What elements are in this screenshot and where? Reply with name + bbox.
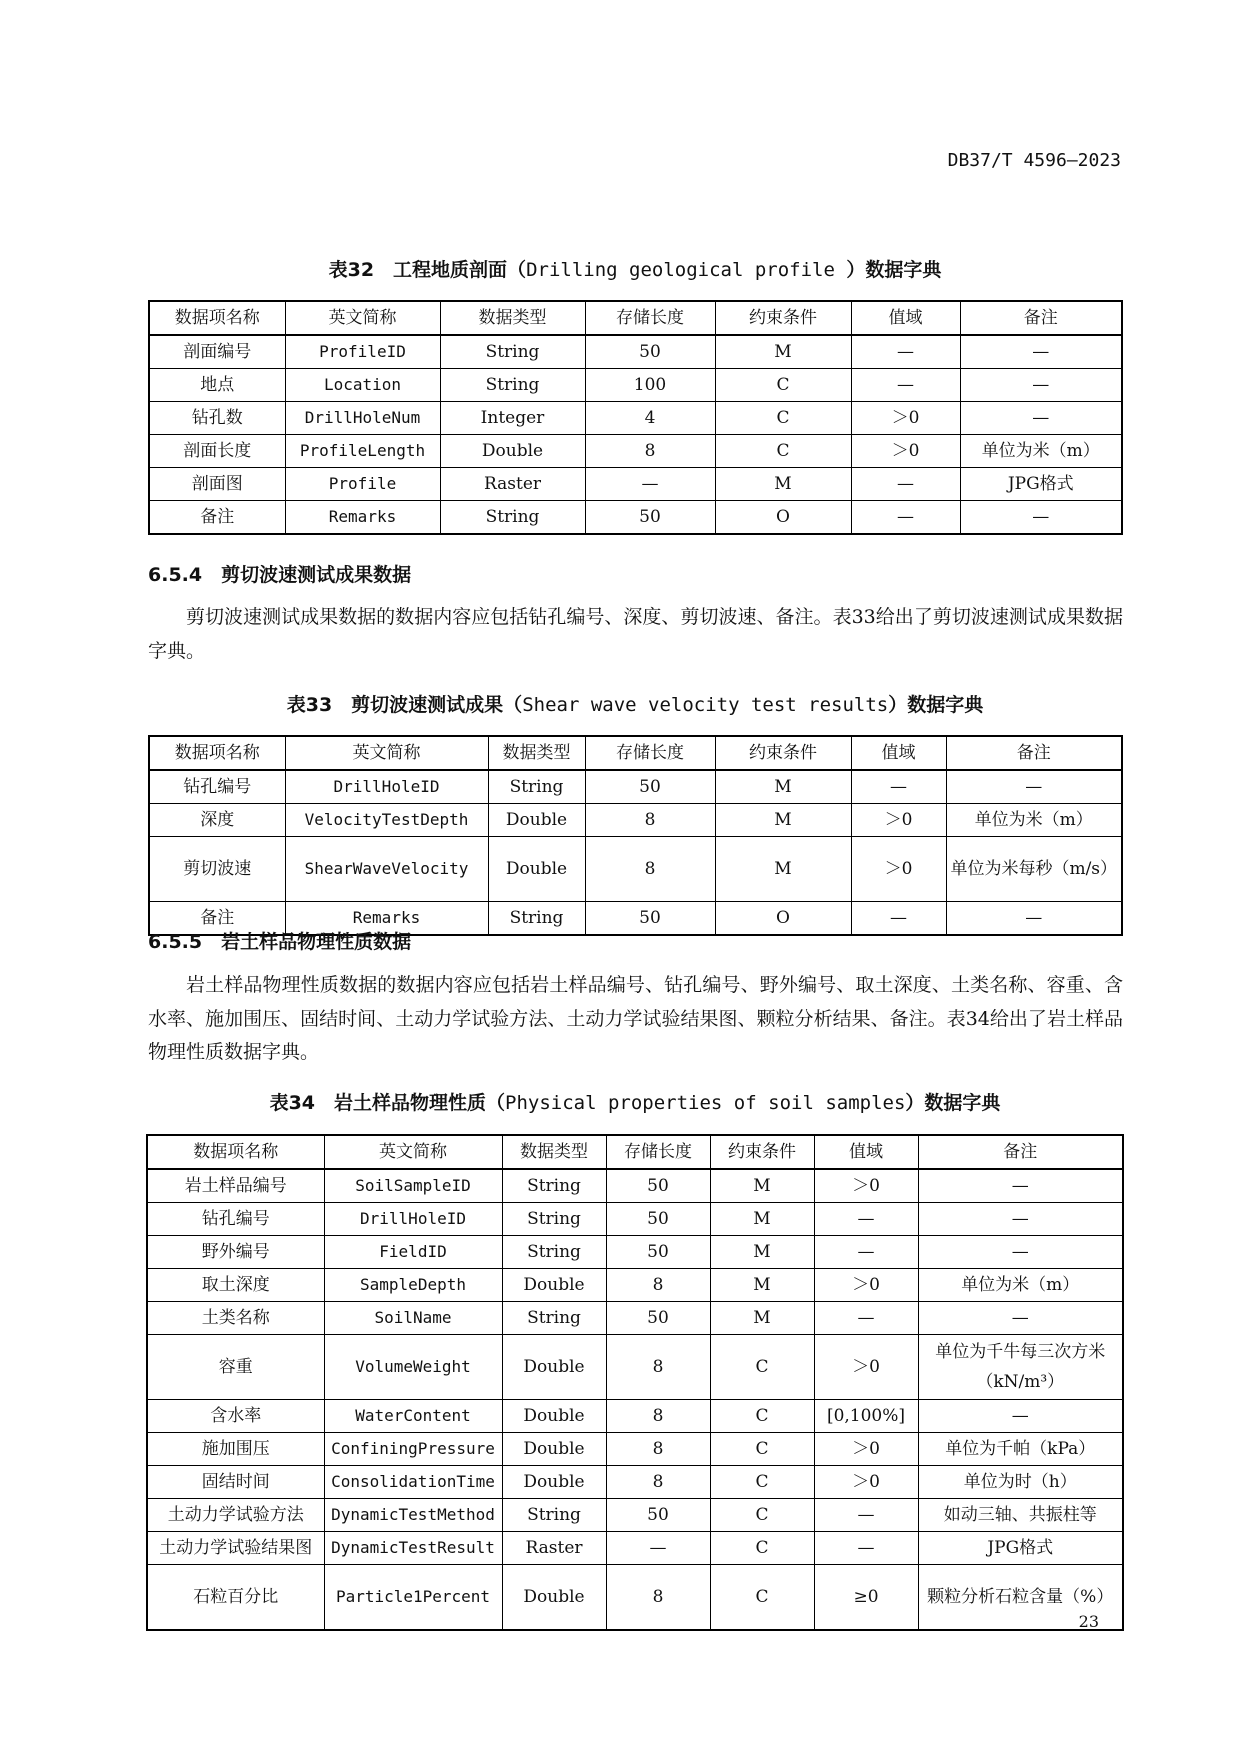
table-cell: 50 [606,1236,710,1269]
column-header: 约束条件 [715,301,851,335]
table-cell: 剖面编号 [149,335,285,369]
table-cell: — [851,902,946,936]
table-cell: Double [502,1565,606,1631]
column-header: 数据项名称 [149,736,285,770]
table-header-row [147,1135,1123,1169]
table-row [149,837,1122,902]
table-cell: JPG格式 [918,1532,1123,1565]
table32 [148,300,1123,535]
table-cell: 50 [585,335,715,369]
table-cell: ＞0 [814,1335,918,1400]
table-cell: ＞0 [851,435,960,468]
table-cell: — [814,1302,918,1335]
table-cell: 单位为米（m） [946,804,1122,837]
caption-cn: 表33 剪切波速测试成果（ [286,694,523,716]
table-cell: — [585,468,715,501]
column-header: 数据类型 [440,301,585,335]
column-header: 备注 [918,1135,1123,1169]
column-header: 存储长度 [606,1135,710,1169]
table-cell: 含水率 [147,1400,324,1433]
table-cell: 单位为时（h） [918,1466,1123,1499]
table-cell: — [851,468,960,501]
table-cell: 50 [606,1499,710,1532]
table-cell: 单位为米（m） [918,1269,1123,1302]
table-cell: M [710,1302,814,1335]
table-row [149,435,1122,468]
table-header-row [149,736,1122,770]
caption-end: ）数据字典 [905,1092,1001,1114]
table-cell: String [488,902,585,936]
table-cell: 剖面长度 [149,435,285,468]
table-cell: 8 [585,435,715,468]
section-6-5-4-heading: 6.5.4 剪切波速测试成果数据 [148,564,412,586]
table-row [147,1499,1123,1532]
table-cell: ＞0 [851,837,946,902]
column-header: 约束条件 [710,1135,814,1169]
column-header: 约束条件 [715,736,851,770]
table-cell: String [440,369,585,402]
table-cell: 8 [606,1400,710,1433]
table-cell: — [851,369,960,402]
table-cell: — [918,1203,1123,1236]
table-cell: Remarks [285,902,488,936]
table-cell: SoilSampleID [324,1169,502,1203]
table-cell: C [710,1335,814,1400]
table-cell: — [851,501,960,535]
table32-caption [0,255,1241,282]
table-cell: DrillHoleNum [285,402,440,435]
table-cell: Double [488,804,585,837]
table-cell: Particle1Percent [324,1565,502,1631]
caption-cn: 表34 岩土样品物理性质（ [269,1092,506,1114]
table-cell: Profile [285,468,440,501]
table-cell: 地点 [149,369,285,402]
column-header: 英文简称 [285,736,488,770]
table-cell: — [851,770,946,804]
column-header: 存储长度 [585,736,715,770]
table-cell: 岩土样品编号 [147,1169,324,1203]
table34-caption [0,1088,1241,1115]
table-cell: — [918,1169,1123,1203]
table-cell: 备注 [149,501,285,535]
caption-end: ）数据字典 [846,259,942,281]
table-cell: C [715,369,851,402]
table-cell: M [710,1236,814,1269]
table-cell: 4 [585,402,715,435]
table-cell: — [960,402,1122,435]
table-cell: — [960,369,1122,402]
table-cell: 8 [606,1565,710,1631]
table-cell: 单位为米（m） [960,435,1122,468]
table-cell: 剖面图 [149,468,285,501]
column-header: 英文简称 [285,301,440,335]
table-cell: 8 [585,837,715,902]
table-cell: 施加围压 [147,1433,324,1466]
table-cell: 土动力学试验方法 [147,1499,324,1532]
table-cell: 固结时间 [147,1466,324,1499]
table-cell: C [715,435,851,468]
table-row [147,1400,1123,1433]
table-cell: M [715,837,851,902]
table-cell: ShearWaveVelocity [285,837,488,902]
column-header: 备注 [960,301,1122,335]
table-cell: 50 [585,501,715,535]
column-header: 备注 [946,736,1122,770]
table-cell: C [710,1466,814,1499]
caption-en: Drilling geological profile [526,259,847,281]
table-cell: C [710,1565,814,1631]
table-cell: Double [502,1466,606,1499]
table-cell: 深度 [149,804,285,837]
table-cell: 8 [606,1433,710,1466]
column-header: 值域 [851,736,946,770]
table-cell: C [710,1400,814,1433]
caption-end: ）数据字典 [888,694,984,716]
column-header: 数据类型 [502,1135,606,1169]
table-cell: VolumeWeight [324,1335,502,1400]
table-cell: M [710,1203,814,1236]
column-header: 数据项名称 [147,1135,324,1169]
table-cell: ＞0 [851,402,960,435]
table-cell: String [502,1169,606,1203]
table-cell: C [715,402,851,435]
table-cell: ＞0 [814,1433,918,1466]
table-cell: — [960,335,1122,369]
table-row [147,1532,1123,1565]
column-header: 存储长度 [585,301,715,335]
table-row [149,770,1122,804]
table-cell: ConfiningPressure [324,1433,502,1466]
table-cell: 50 [606,1203,710,1236]
table-cell: ＞0 [814,1169,918,1203]
table-row [149,402,1122,435]
document-code: DB37/T 4596—2023 [947,150,1121,171]
table-cell: — [814,1532,918,1565]
column-header: 值域 [814,1135,918,1169]
table-cell: DrillHoleID [285,770,488,804]
table-cell: O [715,902,851,936]
table-cell: 钻孔数 [149,402,285,435]
caption-cn: 表32 工程地质剖面（ [328,259,527,281]
table-cell: — [814,1203,918,1236]
table-cell: M [715,468,851,501]
table-cell: DrillHoleID [324,1203,502,1236]
table-cell: SoilName [324,1302,502,1335]
table-row [147,1466,1123,1499]
table-cell: Remarks [285,501,440,535]
table-cell: 8 [606,1269,710,1302]
table-cell: 容重 [147,1335,324,1400]
table-cell: 50 [606,1169,710,1203]
table-cell: M [715,335,851,369]
table-cell: M [715,804,851,837]
table-cell: 8 [606,1466,710,1499]
table-row [147,1236,1123,1269]
table-cell: String [502,1302,606,1335]
section-6-5-5-paragraph: 岩土样品物理性质数据的数据内容应包括岩土样品编号、钻孔编号、野外编号、取土深度、土类名称、容重、含水率、施加围压、固结时间、土动力学试验方法、土动力学试验结果图、颗粒分析结果、备注。表34给出了岩土样品物理性质数据字典。 [148,974,1123,1063]
table-cell: VelocityTestDepth [285,804,488,837]
table-cell: C [710,1433,814,1466]
table-cell: String [440,335,585,369]
table-cell: — [946,902,1122,936]
table-cell: DynamicTestMethod [324,1499,502,1532]
table-cell: Double [502,1269,606,1302]
table-cell: Double [502,1335,606,1400]
table-row [149,804,1122,837]
table-row [147,1335,1123,1400]
table-row [147,1203,1123,1236]
table-cell: 8 [606,1335,710,1400]
table-cell: Double [440,435,585,468]
table-cell: 50 [585,770,715,804]
table-cell: Double [502,1400,606,1433]
caption-en: Shear wave velocity test results [522,694,889,716]
table-cell: — [918,1302,1123,1335]
table-cell: 备注 [149,902,285,936]
table-cell: — [918,1236,1123,1269]
table-cell: ConsolidationTime [324,1466,502,1499]
table-cell: Raster [440,468,585,501]
table-row [147,1433,1123,1466]
table-cell: [0,100%] [814,1400,918,1433]
table-cell: WaterContent [324,1400,502,1433]
table-cell: — [851,335,960,369]
table-cell: Location [285,369,440,402]
table-cell: 50 [606,1302,710,1335]
table-cell: Raster [502,1532,606,1565]
table-cell: C [710,1532,814,1565]
table-cell: 单位为米每秒（m/s） [946,837,1122,902]
table-cell: String [502,1499,606,1532]
table33-caption [0,690,1241,717]
column-header: 值域 [851,301,960,335]
table-cell: 取土深度 [147,1269,324,1302]
table-row [147,1302,1123,1335]
table-cell: 钻孔编号 [149,770,285,804]
table-header-row [149,301,1122,335]
table-row [147,1565,1123,1631]
table-cell: ProfileLength [285,435,440,468]
table-cell: C [710,1499,814,1532]
table-cell: JPG格式 [960,468,1122,501]
table-cell: Integer [440,402,585,435]
table-cell: FieldID [324,1236,502,1269]
table-cell: 单位为千牛每三次方米（kN/m³） [918,1335,1123,1400]
table-cell: ＞0 [814,1466,918,1499]
table-cell: M [710,1169,814,1203]
table-cell: 剪切波速 [149,837,285,902]
table-cell: 野外编号 [147,1236,324,1269]
table-cell: String [502,1203,606,1236]
table-cell: ProfileID [285,335,440,369]
table-cell: DynamicTestResult [324,1532,502,1565]
table-cell: — [946,770,1122,804]
table-row [147,1169,1123,1203]
table-cell: Double [502,1433,606,1466]
table-row [149,335,1122,369]
table-cell: — [918,1400,1123,1433]
table-cell: ＞0 [851,804,946,837]
table-row [149,501,1122,535]
column-header: 英文简称 [324,1135,502,1169]
table-cell: String [502,1236,606,1269]
section-6-5-4-paragraph: 剪切波速测试成果数据的数据内容应包括钻孔编号、深度、剪切波速、备注。表33给出了剪切波速测试成果数据字典。 [148,606,1123,662]
table33 [148,735,1123,936]
table-cell: ≥0 [814,1565,918,1631]
column-header: 数据类型 [488,736,585,770]
table-cell: 单位为千帕（kPa） [918,1433,1123,1466]
table-row [149,369,1122,402]
table-cell: — [606,1532,710,1565]
table-row [147,1269,1123,1302]
table-cell: — [814,1236,918,1269]
table-cell: M [710,1269,814,1302]
table-cell: 钻孔编号 [147,1203,324,1236]
table-cell: SampleDepth [324,1269,502,1302]
table-cell: 石粒百分比 [147,1565,324,1631]
table-cell: O [715,501,851,535]
table-cell: — [960,501,1122,535]
table-cell: 如动三轴、共振柱等 [918,1499,1123,1532]
table-cell: String [488,770,585,804]
table-cell: Double [488,837,585,902]
table-cell: 50 [585,902,715,936]
table34 [146,1134,1124,1631]
table-cell: 100 [585,369,715,402]
page-number: 23 [1078,1612,1099,1631]
table-row [149,468,1122,501]
table-cell: — [814,1499,918,1532]
table-cell: 土类名称 [147,1302,324,1335]
column-header: 数据项名称 [149,301,285,335]
table-cell: M [715,770,851,804]
table-cell: String [440,501,585,535]
section-6-5-5-heading: 6.5.5 岩土样品物理性质数据 [148,931,412,953]
table-cell: ＞0 [814,1269,918,1302]
table-cell: 土动力学试验结果图 [147,1532,324,1565]
caption-en: Physical properties of soil samples [505,1092,906,1114]
table-cell: 颗粒分析石粒含量（%） [918,1565,1123,1631]
table-cell: 8 [585,804,715,837]
